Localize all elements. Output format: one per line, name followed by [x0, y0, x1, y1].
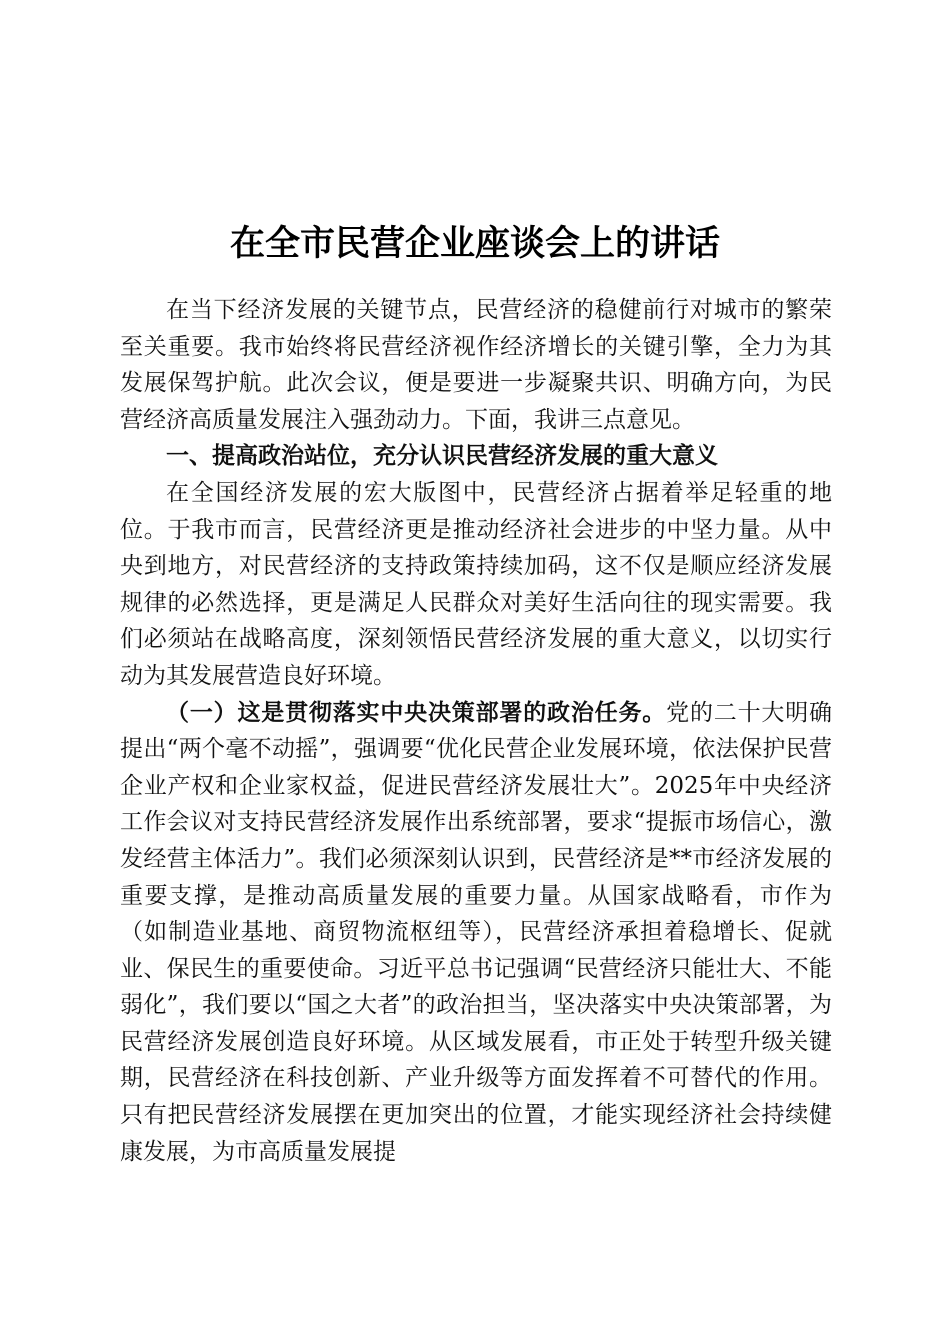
section-paragraph: 在全国经济发展的宏大版图中，民营经济占据着举足轻重的地位。于我市而言，民营经济更是推动经济社会进步的中坚力量。从中央到地方，对民营经济的支持政策持续加码，这不仅是顺应经济发展规律的必然选择，更是满足人民群众对美好生活向往的现实需要。我们必须站在战略高度，深刻领悟民营经济发展的重大意义，以切实行动为其发展营造良好环境。 — [120, 479, 832, 689]
subsection-paragraph — [120, 695, 832, 1171]
subsection-lead: （一）这是贯彻落实中央决策部署的政治任务。 — [166, 698, 667, 726]
document-body — [120, 292, 832, 1170]
document-title: 在全市民营企业座谈会上的讲话 — [229, 223, 720, 265]
section-heading: 一、提高政治站位，充分认识民营经济发展的重大意义 — [166, 443, 718, 470]
intro-paragraph: 在当下经济发展的关键节点，民营经济的稳健前行对城市的繁荣至关重要。我市始终将民营经济视作经济增长的关键引擎，全力为其发展保驾护航。此次会议，便是要进一步凝聚共识、明确方向，为民营经济高质量发展注入强劲动力。下面，我讲三点意见。 — [120, 297, 832, 433]
subsection-text: 党的二十大明确提出“两个毫不动摇”，强调要“优化民营企业发展环境，依法保护民营企业产权和企业家权益，促进民营经济发展壮大”。2025年中央经济工作会议对支持民营经济发展作出系统部署，要求“提振市场信心，激发经营主体活力”。我们必须深刻认识到，民营经济是**市经济发展的重要支撑，是推动高质量发展的重要力量。从国家战略看，市作为（如制造业基地、商贸物流枢纽等），民营经济承担着稳增长、促就业、保民生的重要使命。习近平总书记强调“民营经济只能壮大、不能弱化”，我们要以“国之大者”的政治担当，坚决落实中央决策部署，为民营经济发展创造良好环境。从区域发展看，市正处于转型升级关键期，民营经济在科技创新、产业升级等方面发挥着不可替代的作用。只有把民营经济发展摆在更加突出的位置，才能实现经济社会持续健康发展，为市高质量发展提 — [120, 699, 833, 1165]
